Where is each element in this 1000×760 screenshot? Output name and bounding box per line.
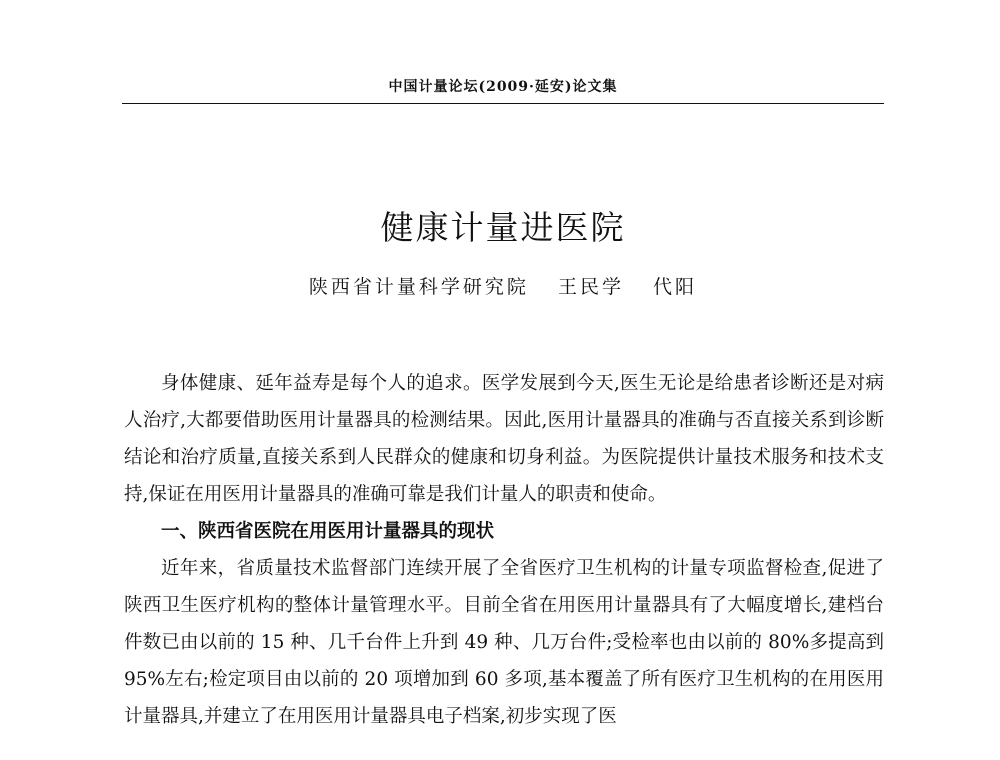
author-affiliation: 陕西省计量科学研究院: [308, 276, 529, 298]
paragraph: 身体健康、延年益寿是每个人的追求。医学发展到今天,医生无论是给患者诊断还是对病人治疗,大都要借助医用计量器具的检测结果。因此,医用计量器具的准确与否直接关系到诊断结论和治疗质量,直接关系到人民群众的健康和切身利益。为医院提供计量技术服务和技术支持,保证在用医用计量器具的准确可靠是我们计量人的职责和使命。: [124, 373, 884, 505]
author-name: 代阳: [653, 276, 698, 298]
body-text: [124, 365, 884, 735]
author-name: 王民学: [557, 276, 624, 298]
section-heading: 一、陕西省医院在用医用计量器具的现状: [161, 521, 495, 542]
byline: [122, 272, 884, 299]
paper-title: 健康计量进医院: [380, 208, 626, 247]
running-header: 中国计量论坛(2009·延安)论文集: [388, 79, 618, 95]
paragraph: 近年来，省质量技术监督部门连续开展了全省医疗卫生机构的计量专项监督检查,促进了陕西卫生医疗机构的整体计量管理水平。目前全省在用医用计量器具有了大幅度增长,建档台件数已由以前的 15 种、几千台件上升到 49 种、几万台件;受检率也由以前的 80%多提高到 95%左右;检定项目由以前的 20 项增加到 60 多项,基本覆盖了所有医疗卫生机构的在用医用计量器具,并建立了在用医用计量器具电子档案,初步实现了医: [124, 558, 884, 727]
header-divider: [122, 103, 884, 104]
